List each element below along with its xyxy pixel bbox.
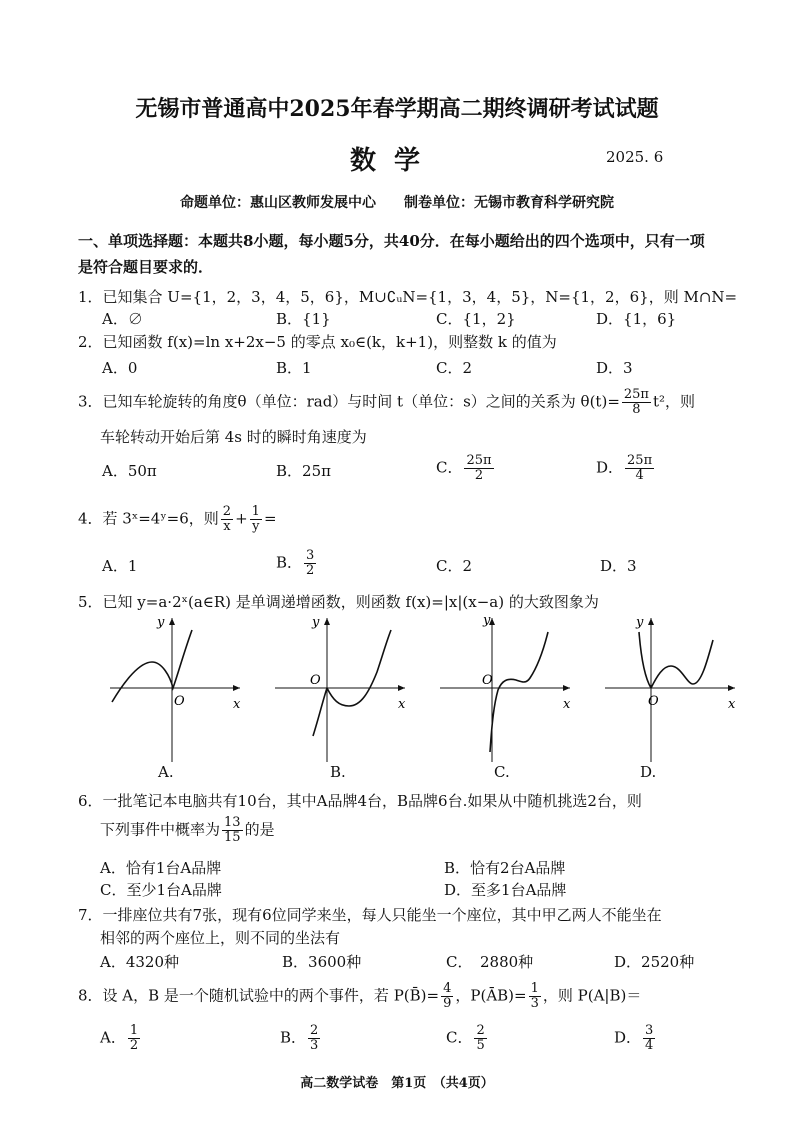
question-7-line2: 相邻的两个座位上，则不同的坐法有 — [100, 929, 341, 947]
graph-c — [440, 613, 571, 762]
q8-a-num: 1 — [129, 1023, 139, 1038]
subject-heading: 数学 — [350, 146, 439, 176]
question-3-line2: 车轮转动开始后第 4s 时的瞬时角速度为 — [100, 428, 367, 446]
q3-stem-text: 3．已知车轮旋转的角度θ（单位：rad）与时间 t（单位：s）之间的关系为 θ(t)= — [78, 392, 620, 411]
graph-b-origin: O — [310, 673, 321, 688]
q2-option-c: C．2 — [436, 359, 473, 377]
q8-option-a-fraction — [128, 1024, 140, 1053]
q1-option-c: C．{1，2} — [436, 310, 516, 328]
page-footer: 高二数学试卷 第1页 （共4页） — [300, 1076, 494, 1091]
q6-option-d: D．至多1台A品牌 — [444, 881, 567, 899]
q3-option-a: A．50π — [102, 462, 157, 480]
graph-b-label: B. — [330, 763, 346, 781]
q3-d-den: 4 — [635, 468, 644, 483]
q7-option-c: C． 2880种 — [446, 953, 534, 971]
q3-fraction — [622, 388, 651, 417]
question-6-line2 — [100, 816, 275, 845]
q4-option-d: D．3 — [600, 557, 637, 575]
q4-b-num: 3 — [306, 548, 315, 563]
question-1-stem: 1．已知集合 U={1，2，3，4，5，6}，M∪∁ᵤN={1，3，4，5}，N={1，2，6}，则 M∩N= — [78, 288, 738, 306]
q8-c-num: 2 — [476, 1023, 485, 1038]
q4-stem-text: 4．若 3ˣ=4ʸ=6，则 — [78, 509, 219, 528]
q4-fraction-2 — [250, 505, 262, 534]
q8-option-d-fraction — [643, 1024, 655, 1053]
question-3-stem — [78, 388, 695, 417]
exam-title: 无锡市普通高中2025年春学期高二期终调研考试试题 — [135, 96, 659, 122]
q8-stem-a: 8．设 A，B 是一个随机试验中的两个事件，若 P(B̄)= — [78, 986, 440, 1005]
graph-d-origin: O — [648, 694, 659, 709]
q8-option-c-label: C． — [446, 1028, 473, 1047]
graph-c-label: C. — [494, 763, 510, 781]
q8-c-den: 5 — [476, 1038, 485, 1053]
q3-option-b: B．25π — [276, 462, 331, 480]
q8-fraction-2 — [529, 982, 541, 1011]
graph-a-label: A. — [158, 763, 174, 781]
graph-d-y-arrow — [648, 618, 654, 625]
question-2-stem: 2．已知函数 f(x)=ln x+2x−5 的零点 x₀∈(k，k+1)，则整数 k 的值为 — [78, 333, 557, 351]
q8-stem-b: ，P(ĀB)= — [455, 986, 527, 1005]
question-5-stem: 5．已知 y=a·2ˣ(a∈R) 是单调递增函数，则函数 f(x)=|x|(x−a) 的大致图象为 — [78, 593, 599, 611]
graph-b-y-arrow — [324, 618, 330, 625]
q3-frac-num: 25π — [623, 387, 649, 402]
question-8-stem — [78, 982, 641, 1011]
graph-c-x-arrow — [563, 685, 570, 691]
q8-option-c-fraction — [474, 1024, 486, 1053]
q4-option-b-fraction — [304, 549, 316, 578]
graph-c-curve — [490, 632, 548, 752]
graph-b-x-arrow — [398, 685, 405, 691]
q4-f1-den: x — [223, 519, 231, 534]
q3-c-den: 2 — [474, 468, 484, 483]
q6-option-b: B．恰有2台A品牌 — [444, 859, 566, 877]
q4-option-c: C．2 — [436, 557, 473, 575]
q8-option-d-label: D． — [614, 1028, 642, 1047]
q2-option-b: B．1 — [276, 359, 312, 377]
q5-graphs — [100, 612, 750, 782]
exam-date: 2025. 6 — [606, 148, 664, 166]
graph-a — [110, 615, 241, 762]
q1-option-b: B．{1} — [276, 310, 331, 328]
q3-option-c-fraction — [464, 454, 493, 483]
graph-a-origin: O — [174, 694, 185, 709]
q3-option-d-label: D． — [596, 458, 624, 477]
q6-stem-c: 的是 — [244, 820, 275, 839]
question-6-stem: 6．一批笔记本电脑共有10台，其中A品牌4台，B品牌6台.如果从中随机挑选2台，则 — [78, 792, 642, 810]
q3-option-c-label: C． — [436, 458, 463, 477]
graph-b-x-label: x — [398, 697, 406, 712]
q8-f2-den: 3 — [530, 996, 539, 1011]
q8-b-num: 2 — [310, 1023, 319, 1038]
graph-a-y-arrow — [169, 618, 175, 625]
graph-b-curve — [313, 630, 391, 736]
q6-frac-num: 13 — [224, 815, 241, 830]
q8-option-b — [280, 1024, 322, 1053]
q1-option-a: A．∅ — [102, 310, 143, 328]
q6-option-c: C．至少1台A品牌 — [100, 881, 222, 899]
q4-option-b-label: B． — [276, 553, 303, 572]
question-4-stem — [78, 505, 277, 534]
q4-stem-tail: = — [263, 509, 277, 528]
q8-a-den: 2 — [129, 1038, 139, 1053]
q1-option-d: D．{1，6} — [596, 310, 677, 328]
q4-b-den: 2 — [306, 563, 315, 578]
q8-f2-num: 1 — [530, 981, 539, 996]
graph-a-x-arrow — [233, 685, 240, 691]
q8-option-b-label: B． — [280, 1028, 307, 1047]
q8-d-num: 3 — [645, 1023, 654, 1038]
question-7-stem: 7．一排座位共有7张，现有6位同学来坐，每人只能坐一个座位，其中甲乙两人不能坐在 — [78, 906, 662, 924]
q3-option-c — [436, 454, 496, 483]
q4-f1-num: 2 — [222, 504, 232, 519]
q7-option-d: D．2520种 — [614, 953, 695, 971]
q8-f1-num: 4 — [443, 981, 452, 996]
graph-d — [605, 615, 736, 762]
graph-d-label: D. — [640, 763, 657, 781]
section-heading: 一、单项选择题：本题共8小题，每小题5分，共40分．在每小题给出的四个选项中，只有一项是符合题目要求的． — [78, 232, 705, 276]
q2-option-d: D．3 — [596, 359, 633, 377]
graph-a-curve — [112, 630, 192, 702]
q8-stem-c: ，则 P(A|B)＝ — [542, 986, 642, 1005]
q6-frac-den: 15 — [224, 830, 241, 845]
q8-option-d — [614, 1024, 657, 1053]
q3-d-num: 25π — [627, 453, 653, 468]
graph-d-y-label: y — [636, 615, 644, 630]
q6-stem-b: 下列事件中概率为 — [100, 820, 221, 839]
q3-option-d — [596, 454, 656, 483]
graph-b-y-label: y — [312, 615, 320, 630]
q8-fraction-1 — [441, 982, 453, 1011]
q3-frac-den: 8 — [632, 402, 641, 417]
q8-b-den: 3 — [310, 1038, 319, 1053]
q8-option-c — [446, 1024, 489, 1053]
q4-fraction-1 — [221, 505, 233, 534]
graph-c-y-label: y — [483, 613, 491, 628]
q7-option-b: B．3600种 — [282, 953, 362, 971]
graph-c-x-label: x — [563, 697, 571, 712]
q8-option-a — [100, 1024, 142, 1053]
graph-a-x-label: x — [233, 697, 241, 712]
q3-stem-tail: t²，则 — [652, 392, 696, 411]
graph-c-origin: O — [482, 673, 493, 688]
graph-d-x-label: x — [728, 697, 736, 712]
q8-option-a-label: A． — [100, 1028, 126, 1047]
q3-c-num: 25π — [466, 453, 492, 468]
q8-f1-den: 9 — [443, 996, 452, 1011]
q7-option-a: A．4320种 — [100, 953, 180, 971]
q4-option-a: A．1 — [102, 557, 138, 575]
q6-fraction — [222, 816, 243, 845]
q4-option-b — [276, 549, 318, 578]
graph-a-y-label: y — [157, 615, 165, 630]
q8-d-den: 4 — [645, 1038, 654, 1053]
graph-b — [275, 615, 406, 762]
q6-option-a: A．恰有1台A品牌 — [100, 859, 222, 877]
q3-option-d-fraction — [625, 454, 654, 483]
q4-f2-num: 1 — [251, 504, 260, 519]
q4-f2-den: y — [252, 519, 260, 534]
graph-d-curve — [639, 632, 713, 688]
q8-option-b-fraction — [308, 1024, 320, 1053]
graph-d-x-arrow — [728, 685, 735, 691]
exam-units: 命题单位：惠山区教师发展中心 制卷单位：无锡市教育科学研究院 — [180, 195, 614, 211]
q4-plus: + — [235, 509, 248, 528]
q2-option-a: A．0 — [102, 359, 138, 377]
